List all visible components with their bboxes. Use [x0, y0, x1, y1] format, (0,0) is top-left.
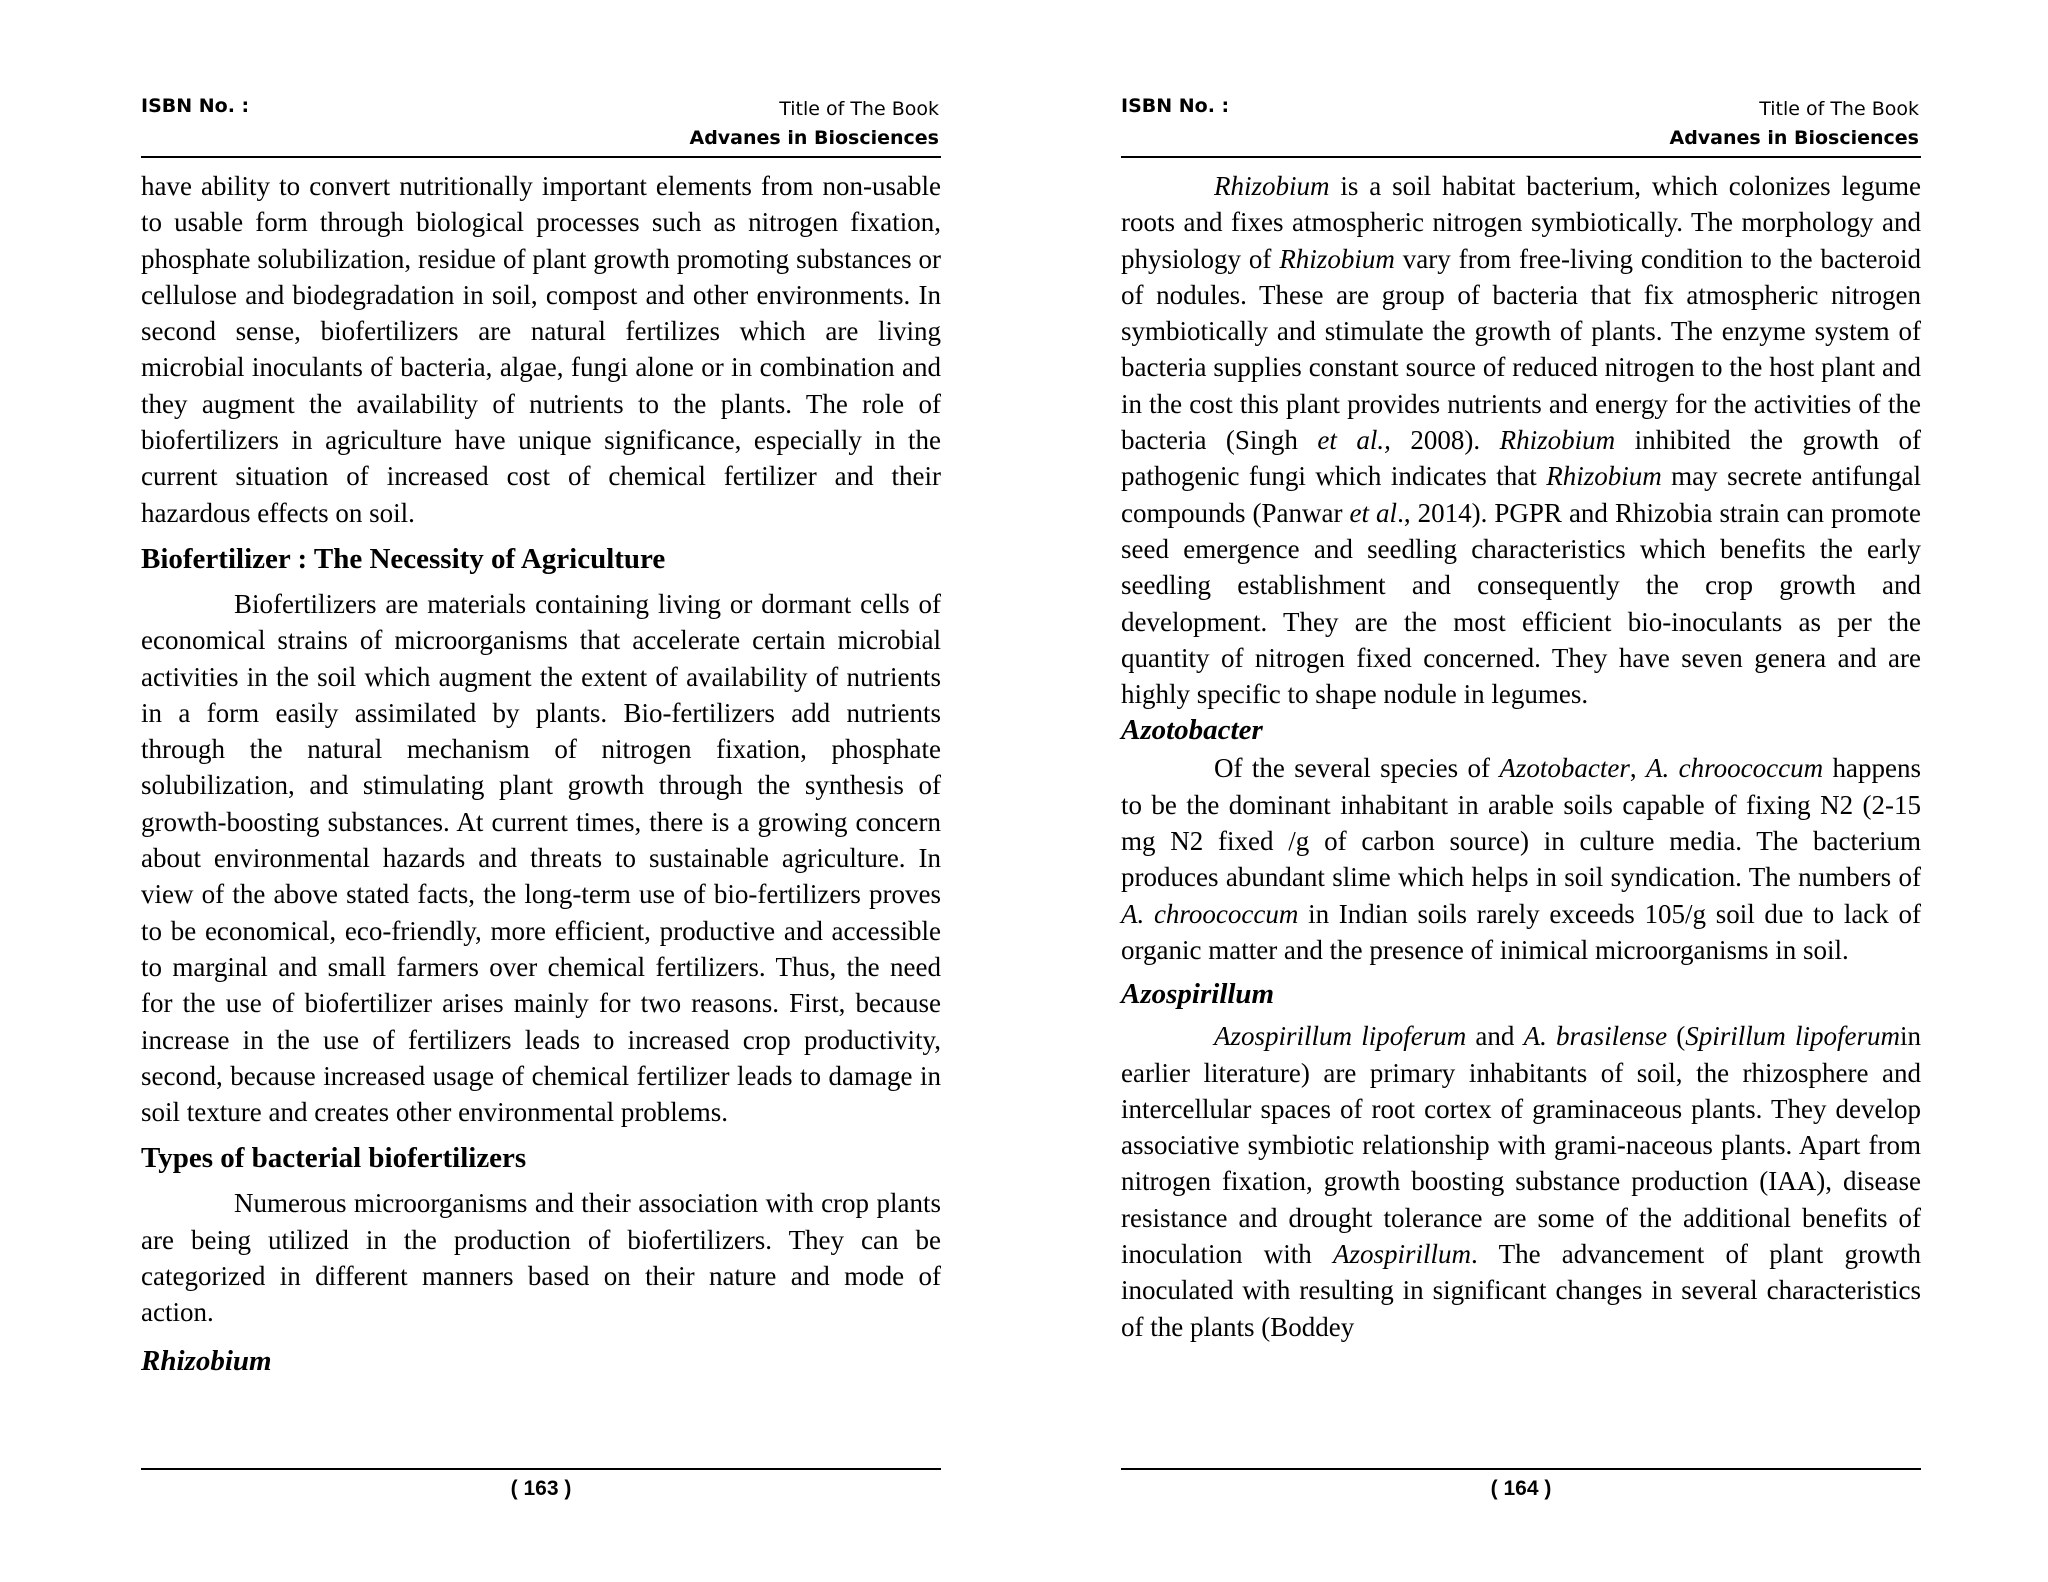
subsection-heading: Rhizobium: [141, 1344, 272, 1377]
book-title: Advanes in Biosciences: [689, 127, 939, 149]
species-name: A. chroococcum: [1646, 753, 1824, 784]
genus-name: Azotobacter: [1499, 753, 1630, 784]
text-run: in Indian soils rarely exceeds 105/g soil due to lack of organic matter and the presence of inimical microorganisms in soil.: [1121, 898, 1921, 965]
section-heading: Types of bacterial biofertilizers: [141, 1142, 527, 1175]
text-run: in earlier literature) are primary inhabitants of soil, the rhizosphere and intercellular spaces of root cortex of graminaceous plants. They develop associative symbiotic relationship with grami-naceous plants. Apart from nitrogen fixation, growth boosting substance production (IAA), disease resistance and drought tolerance are some of the additional benefits of inoculation with: [1121, 1021, 1921, 1270]
paragraph: [1121, 1018, 1921, 1345]
text-run: ., 2014). PGPR and Rhizobia strain can promote seed emergence and seedling characteristics which benefits the early seedling establishment and consequently the crop growth and development. They are the most efficient bio-inoculants as per the quantity of nitrogen fixed concerned. They have seven genera and are highly specific to shape nodule in legumes.: [1121, 497, 1921, 710]
text-run: ,: [1629, 753, 1647, 784]
citation-etal: et al.,: [1317, 425, 1391, 456]
book-title-block: [1669, 95, 1919, 153]
text-run: may secrete antifungal compounds (Panwar: [1121, 461, 1921, 528]
paragraph: Numerous microorganisms and their association with crop plants are being utilized in the production of biofertilizers. They can be categorized in different manners based on their nature and mode of action.: [141, 1188, 941, 1328]
genus-name: Rhizobium: [1214, 171, 1330, 201]
header-divider: [1121, 156, 1921, 158]
paragraph: Biofertilizers are materials containing living or dormant cells of economical strains of microorganisms that accelerate certain microbial activities in the soil which augment the extent of availability of nutrients in a form easily assimilated by plants. Bio-fertilizers add nutrients through the natural mechanism of nitrogen fixation, phosphate solubilization, and stimulating plant growth through the synthesis of growth-boosting substances. At current times, there is a growing concern about environmental hazards and threats to sustainable agriculture. In view of the above stated facts, the long-term use of bio-fertilizers proves to be economical, eco-friendly, more efficient, productive and accessible to marginal and small farmers over chemical fertilizers. Thus, the need for the use of biofertilizer arises mainly for two reasons. First, because increase in the use of fertilizers leads to increased crop productivity, second, because increased usage of chemical fertilizer leads to damage in soil texture and creates other environmental problems.: [141, 588, 941, 1128]
species-name: A. brasilense: [1523, 1021, 1668, 1052]
text-run: 2008).: [1390, 425, 1500, 456]
genus-name: Rhizobium: [1499, 425, 1616, 456]
genus-name: Azospirillum: [1333, 1239, 1472, 1270]
text-run: (: [1667, 1021, 1686, 1052]
page-number: ( 164 ): [1490, 1477, 1552, 1500]
text-run: and: [1466, 1021, 1524, 1052]
text-run: happens to be the dominant inhabitant in arable soils capable of fixing N2 (2-15 mg N2 fixed /g of carbon source) in culture media. The bacterium produces abundant slime which helps in soil syndication. The numbers of: [1121, 753, 1922, 893]
page-number: ( 163 ): [510, 1477, 572, 1500]
paragraph: [1121, 168, 1921, 712]
isbn-label: ISBN No. :: [1121, 95, 1230, 117]
right-page: [1121, 0, 1941, 1582]
header-divider: [141, 156, 941, 158]
isbn-label: ISBN No. :: [141, 95, 250, 117]
subsection-heading: Azotobacter: [1121, 714, 1263, 747]
text-run: . The advancement of plant growth inoculated with resulting in significant changes in several characteristics of the plants (Boddey: [1121, 1239, 1921, 1342]
species-name: Azospirillum lipoferum: [1214, 1021, 1467, 1052]
left-page: [141, 0, 961, 1582]
subsection-heading: Azospirillum: [1121, 978, 1275, 1011]
genus-name: Rhizobium: [1279, 243, 1395, 274]
genus-name: Rhizobium: [1546, 461, 1662, 492]
section-heading: Biofertilizer : The Necessity of Agriculture: [141, 542, 666, 575]
text-run: is a soil habitat bacterium, which colonizes legume roots and fixes atmospheric nitrogen symbiotically. The morphology and physiology of: [1121, 171, 1921, 274]
paragraph: have ability to convert nutritionally important elements from non-usable to usable form through biological processes such as nitrogen fixation, phosphate solubilization, residue of plant growth promoting substances or cellulose and biodegradation in soil, compost and other environments. In second sense, biofertilizers are natural fertilizes which are living microbial inoculants of bacteria, algae, fungi alone or in combination and they augment the availability of nutrients to the plants. The role of biofertilizers in agriculture have unique significance, especially in the current situation of increased cost of chemical fertilizer and their hazardous effects on soil.: [141, 171, 941, 528]
species-name: Spirillum lipoferum: [1685, 1021, 1900, 1052]
text-run: vary from free-living condition to the bacteroid of nodules. These are group of bacteria that fix atmospheric nitrogen symbiotically and stimulate the growth of plants. The enzyme system of bacteria supplies constant source of reduced nitrogen to the host plant and in the cost this plant provides nutrients and energy for the activities of the bacteria (Singh: [1121, 243, 1921, 456]
book-title-label: Title of The Book: [1759, 98, 1919, 120]
book-title-label: Title of The Book: [779, 98, 939, 120]
footer-divider: [141, 1468, 941, 1470]
book-title: Advanes in Biosciences: [1669, 127, 1919, 149]
paragraph: [1121, 750, 1921, 968]
text-run: Of the several species of: [1214, 753, 1500, 784]
species-name: A. chroococcum: [1121, 898, 1299, 929]
left-page-body: [141, 168, 941, 1385]
footer-divider: [1121, 1468, 1921, 1470]
right-page-body: [1121, 168, 1921, 1345]
text-run: inhibited the growth of pathogenic fungi which indicates that: [1121, 425, 1921, 492]
citation-etal: et al: [1349, 497, 1398, 528]
book-title-block: [689, 95, 939, 153]
